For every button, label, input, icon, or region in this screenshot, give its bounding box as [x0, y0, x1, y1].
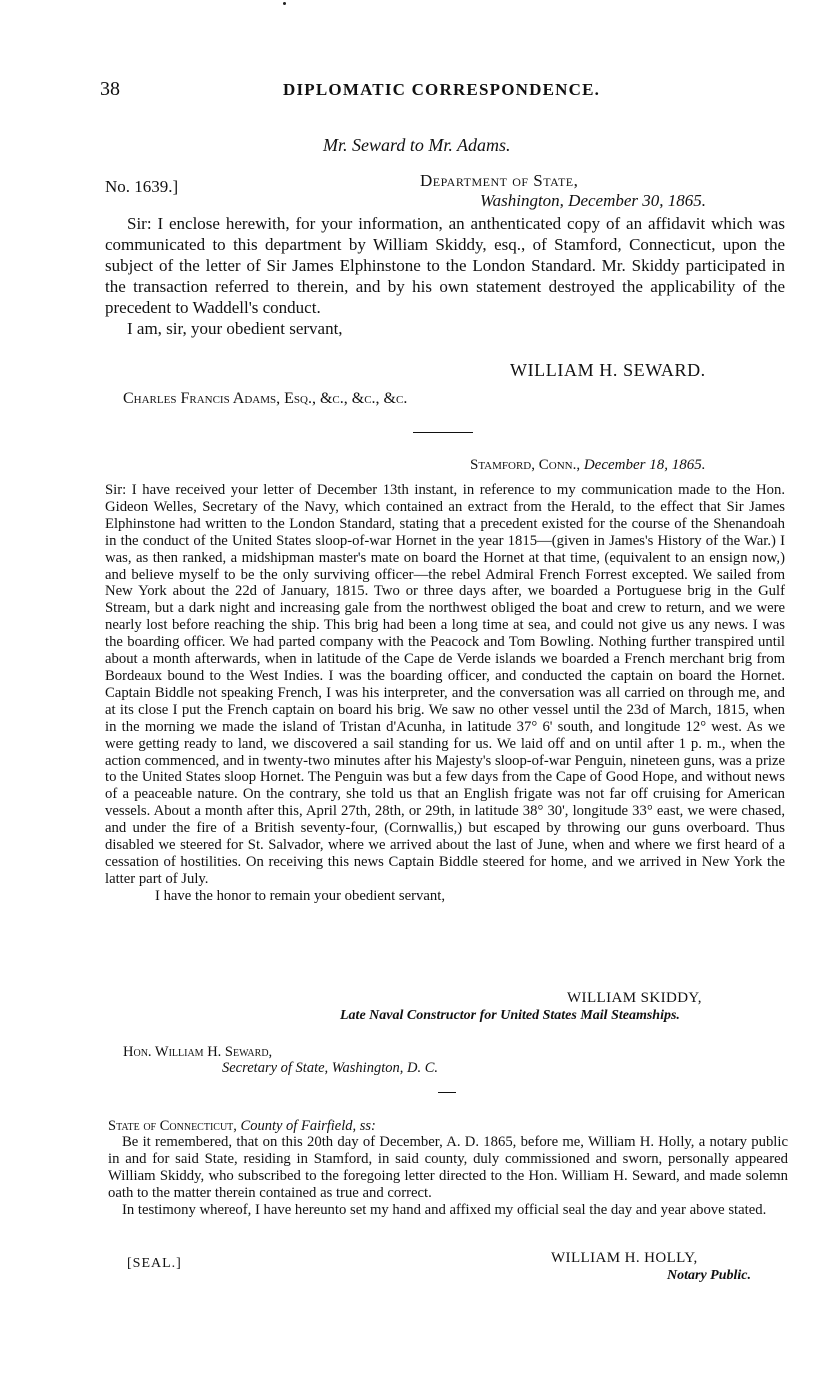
affidavit-venue	[108, 1118, 376, 1135]
affidavit-paragraph: Be it remembered, that on this 20th day of December, A. D. 1865, before me, William H. Holly, a notary public in and for said State, residing in Stamford, in said county, duly commissioned and sworn, personally appeared William Skiddy, who subscribed to the foregoing letter directed to the Hon. William H. Seward, and made solemn oath to the matter therein contained as true and correct.	[108, 1134, 788, 1201]
affidavit-state: State of Connecticut,	[108, 1118, 237, 1134]
letter1-body	[105, 213, 785, 339]
affidavit-testimony: In testimony whereof, I have hereunto set my hand and affixed my official seal the day and year above stated.	[122, 1202, 767, 1218]
letter2-paragraph: Sir: I have received your letter of December 13th instant, in reference to my communication made to the Hon. Gideon Welles, Secretary of the Navy, which contained an extract from the Herald, to the effect that Sir James Elphinstone had written to the London Standard, stating that a precedent existed for the course of the Shenandoah in the conduct of the United States sloop-of-war Hornet in the year 1815—(given in James's History of the War.) I was, as then ranked, a midshipman master's mate on board the Hornet at that time, (equivalent to an ensign now,) and believe myself to be the only surviving officer—the rebel Admiral French Forrest excepted. We sailed from New York about the 22d of January, 1815. Two or three days after, we boarded a Portuguese brig in the Gulf Stream, but a dark night and increasing gale from the northwest obliged the boat and crew to return, and we were nearly lost before reaching the ship. This brig had been a long time at sea, and could not give us any news. I was the boarding officer. We had parted company with the Peacock and Tom Bowling. Nothing further transpired until about a month afterwards, when in latitude of the Cape de Verde islands we boarded a French merchant brig from Bordeaux bound to the West Indies. I was the boarding officer, and conducted the captain on board the Hornet. Captain Biddle not speaking French, I was his interpreter, and the conversation was all carried on through me, and at its close I put the French captain on board his brig. We saw no other vessel until the 23d of March, 1815, when in the morning we made the island of Tristan d'Acunha, in latitude 37° 6' south, and longitude 12° west. As we were getting ready to land, we discovered a sail standing for us. We laid off and on until after 1 p. m., when the action commenced, and in twenty-two minutes after his Majesty's sloop-of-war Penguin, nineteen guns, was a prize to the United States sloop Hornet. The Penguin was but a few days from the Cape of Good Hope, and without news of a peaceable nature. On the contrary, she told us that an English frigate was not far off cruising for American vessels. About a month after this, April 27th, 28th, or 29th, in latitude 38° 30', longitude 33° east, we were chased, and under the fire of a British seventy-four, (Cornwallis,) but escaped by throwing our guns overboard. Thus disabled we steered for St. Salvador, where we arrived about the last of June, when and where we first heard of a cessation of hostilities. On receiving this news Captain Biddle steered for home, and we arrived in New York the latter part of July.	[105, 482, 785, 887]
letter-number: No. 1639.]	[105, 177, 179, 196]
letter2-closing: I have the honor to remain your obedient servant,	[155, 887, 445, 904]
letter1-paragraph: Sir: I enclose herewith, for your information, an anthenticated copy of an affidavit which was communicated to this department by William Skiddy, esq., of Stamford, Connecticut, upon the subject of the letter of Sir James Elphinstone to the London Standard. Mr. Skiddy participated in the transaction referred to therein, and by his own statement destroyed the applicability of the precedent to Waddell's conduct.	[105, 214, 785, 317]
letter2-addressee-name: Hon. William H. Seward,	[123, 1044, 273, 1060]
page-number: 38	[100, 78, 120, 100]
seward-signature: WILLIAM H. SEWARD.	[510, 360, 706, 380]
letter2-place: Stamford, Conn.,	[470, 457, 581, 473]
affidavit-county: County of Fairfield, ss:	[240, 1118, 376, 1134]
letter2-addressee-title: Secretary of State, Washington, D. C.	[222, 1060, 439, 1076]
department-heading: Department of State,	[420, 171, 579, 190]
running-head: DIPLOMATIC CORRESPONDENCE.	[283, 80, 601, 99]
letter2-date: December 18, 1865.	[583, 457, 706, 473]
section-divider-short	[438, 1092, 456, 1093]
skiddy-signature: WILLIAM SKIDDY,	[567, 990, 702, 1006]
seal-mark: [SEAL.]	[127, 1256, 182, 1271]
letter1-addressee: Charles Francis Adams, Esq., &c., &c., &c.	[123, 390, 408, 407]
skiddy-role: Late Naval Constructor for United States Mail Steamships.	[340, 1008, 680, 1023]
letter-date: Washington, December 30, 1865.	[480, 191, 707, 210]
letter-title: Mr. Seward to Mr. Adams.	[323, 135, 511, 155]
notary-role: Notary Public.	[667, 1268, 751, 1283]
letter1-closing: I am, sir, your obedient servant,	[127, 319, 343, 338]
affidavit-body	[108, 1134, 788, 1219]
ink-speck	[283, 2, 286, 5]
letter2-body	[105, 482, 785, 905]
letter2-dateline	[470, 457, 705, 474]
holly-signature: WILLIAM H. HOLLY,	[551, 1250, 698, 1266]
section-divider	[413, 432, 473, 433]
